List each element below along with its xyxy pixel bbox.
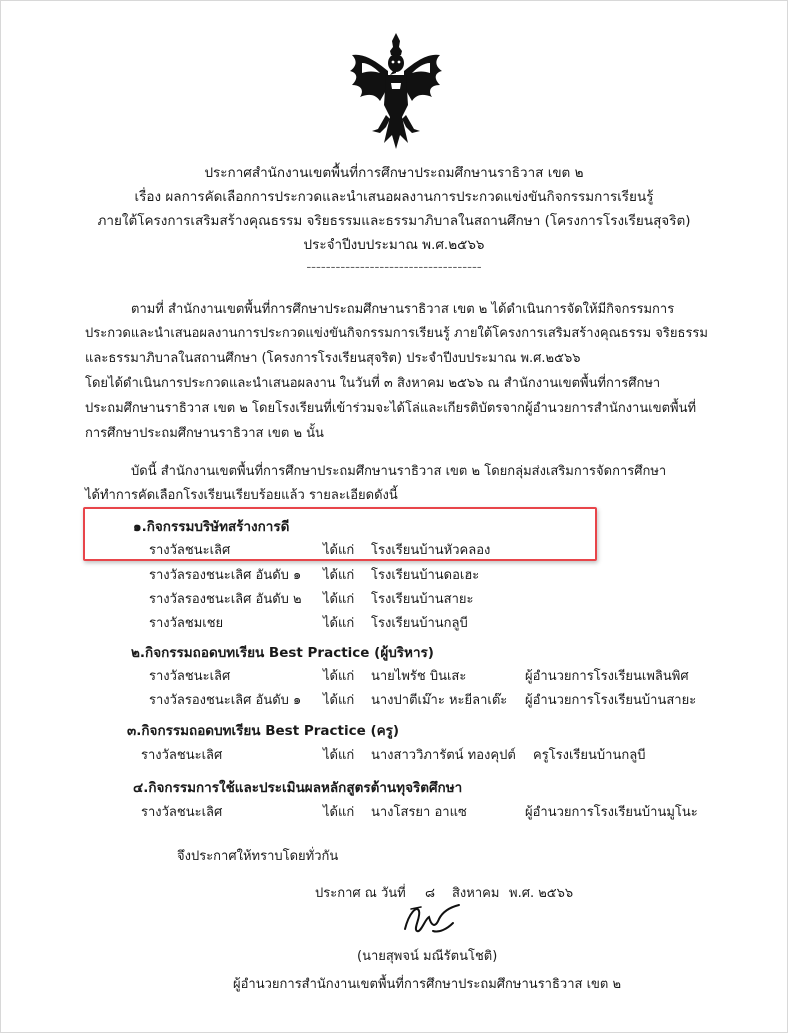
award-label: รางวัลรองชนะเลิศ อันดับ ๒ [149, 592, 302, 607]
winner-name: โรงเรียนบ้านดอเฮะ [371, 568, 480, 583]
winner-name: โรงเรียนบ้านกลูบี [371, 616, 468, 631]
header-line-1: ประกาศสำนักงานเขตพื้นที่การศึกษาประถมศึกษานราธิวาส เขต ๒ [204, 165, 584, 181]
award-label: รางวัลชมเชย [149, 616, 224, 631]
winner-name: นางปาตีเม๊าะ หะยีลาเต๊ะ [371, 693, 508, 708]
garuda-emblem-icon [346, 31, 446, 151]
signatory-position: ผู้อำนวยการสำนักงานเขตพื้นที่การศึกษาประถมศึกษานราธิวาส เขต ๒ [233, 977, 622, 992]
winner-name: นางสาววิภารัตน์ ทองคุปต์ [371, 748, 516, 763]
announce-month: สิงหาคม [452, 886, 500, 901]
winner-role: ผู้อำนวยการโรงเรียนบ้านสายะ [525, 693, 697, 708]
paragraph-2-line: ได้ทำการคัดเลือกโรงเรียนเรียบร้อยแล้ว รายละเอียดดังนี้ [85, 488, 398, 503]
section-title: ๒.กิจกรรมถอดบทเรียน Best Practice (ผู้บริหาร) [131, 645, 434, 661]
award-label: รางวัลรองชนะเลิศ อันดับ ๑ [149, 693, 302, 708]
given-to-label: ได้แก่ [323, 669, 355, 684]
announce-day: ๘ [425, 886, 436, 901]
winner-name: โรงเรียนบ้านสายะ [371, 592, 474, 607]
award-label: รางวัลชนะเลิศ [149, 669, 231, 684]
paragraph-1-line: ประกวดและนำเสนอผลงานการประกวดแข่งขันกิจกรรมการเรียนรู้ ภายใต้โครงการเสริมสร้างคุณธรรม จริยธรรม [85, 326, 708, 341]
winner-role: ผู้อำนวยการโรงเรียนบ้านมูโนะ [525, 805, 698, 820]
award-label: รางวัลชนะเลิศ [149, 543, 231, 558]
winner-role: ผู้อำนวยการโรงเรียนเพลินพิศ [525, 669, 689, 684]
winner-name: โรงเรียนบ้านหัวคลอง [371, 543, 491, 558]
section-title: ๔.กิจกรรมการใช้และประเมินผลหลักสูตรต้านทุจริตศึกษา [133, 780, 463, 796]
given-to-label: ได้แก่ [323, 568, 355, 583]
given-to-label: ได้แก่ [323, 748, 355, 763]
section-title: ๓.กิจกรรมถอดบทเรียน Best Practice (ครู) [127, 723, 400, 739]
header-project: ภายใต้โครงการเสริมสร้างคุณธรรม จริยธรรมและธรรมาภิบาลในสถานศึกษา (โครงการโรงเรียนสุจริต) [97, 213, 691, 229]
signatory-name: (นายสุพจน์ มณีรัตนโชติ) [357, 949, 498, 964]
section-title: ๑.กิจกรรมบริษัทสร้างการดี [133, 519, 290, 535]
closing-statement: จึงประกาศให้ทราบโดยทั่วกัน [177, 849, 339, 864]
paragraph-1-line: โดยได้ดำเนินการประกวดและนำเสนอผลงาน ในวันที่ ๓ สิงหาคม ๒๕๖๖ ณ สำนักงานเขตพื้นที่การศึกษา [85, 376, 661, 391]
given-to-label: ได้แก่ [323, 543, 355, 558]
header-subject: เรื่อง ผลการคัดเลือกการประกวดและนำเสนอผลงานการประกวดแข่งขันกิจกรรมการเรียนรู้ [134, 189, 654, 205]
header-divider: ------------------------------------ [306, 259, 482, 275]
paragraph-1-line: ประถมศึกษานราธิวาส เขต ๒ โดยโรงเรียนที่เข้าร่วมจะได้โล่และเกียรติบัตรจากผู้อำนวยการสำนักงานเขตพื้นที่ [85, 401, 697, 416]
announce-year: พ.ศ. ๒๕๖๖ [509, 886, 574, 901]
header-fiscal-year: ประจำปีงบประมาณ พ.ศ.๒๕๖๖ [303, 237, 485, 253]
award-label: รางวัลรองชนะเลิศ อันดับ ๑ [149, 568, 302, 583]
given-to-label: ได้แก่ [323, 693, 355, 708]
paragraph-1-line: การศึกษาประถมศึกษานราธิวาส เขต ๒ นั้น [85, 426, 324, 441]
given-to-label: ได้แก่ [323, 616, 355, 631]
given-to-label: ได้แก่ [323, 805, 355, 820]
signature-image [399, 899, 469, 939]
given-to-label: ได้แก่ [323, 592, 355, 607]
award-label: รางวัลชนะเลิศ [141, 805, 223, 820]
winner-role: ครูโรงเรียนบ้านกลูบี [533, 748, 646, 763]
announce-prefix: ประกาศ ณ วันที่ [315, 886, 406, 901]
paragraph-2-line: บัดนี้ สำนักงานเขตพื้นที่การศึกษาประถมศึกษานราธิวาส เขต ๒ โดยกลุ่มส่งเสริมการจัดการศึกษา [131, 464, 667, 479]
paragraph-1-line: ตามที่ สำนักงานเขตพื้นที่การศึกษาประถมศึกษานราธิวาส เขต ๒ ได้ดำเนินการจัดให้มีกิจกรรมการ [131, 302, 675, 317]
winner-name: นายไพรัช บินเสะ [371, 669, 467, 684]
award-label: รางวัลชนะเลิศ [141, 748, 223, 763]
paragraph-1-line: และธรรมาภิบาลในสถานศึกษา (โครงการโรงเรียนสุจริต) ประจำปีงบประมาณ พ.ศ.๒๕๖๖ [85, 351, 581, 366]
winner-name: นางโสรยา อาแซ [371, 805, 467, 820]
